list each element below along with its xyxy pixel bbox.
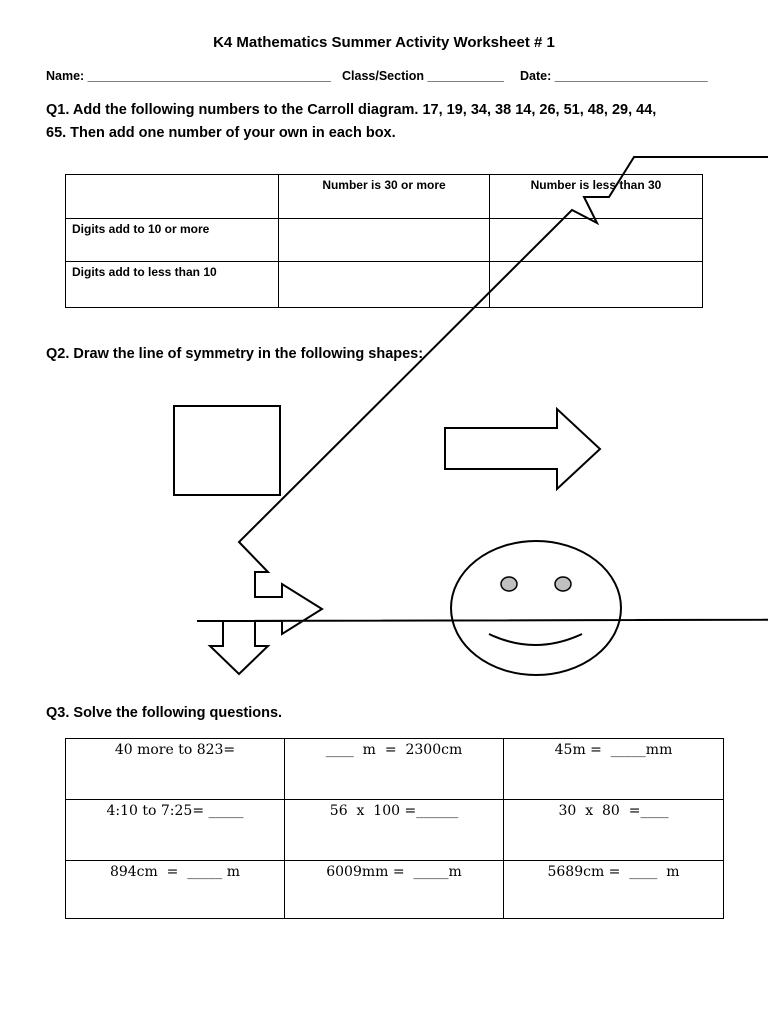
q3-questions-table <box>65 738 724 919</box>
q1-text-line2: 65. Then add one number of your own in each box. <box>46 125 396 141</box>
four-way-arrow-shape <box>197 157 768 674</box>
worksheet-title: K4 Mathematics Summer Activity Worksheet # 1 <box>213 34 555 51</box>
question-cell: 30 x 80 =____ <box>504 800 724 861</box>
carroll-row-header: Digits add to 10 or more <box>66 219 279 262</box>
question-cell: 40 more to 823= <box>66 739 285 800</box>
question-cell: 894cm = _____ m <box>66 861 285 919</box>
smiley-face-shape <box>451 541 621 675</box>
class-section-field: Class/Section ___________ <box>342 69 504 83</box>
q1-text-line1: Q1. Add the following numbers to the Carroll diagram. 17, 19, 34, 38 14, 26, 51, 48, 29, 44, <box>46 102 657 118</box>
question-cell: 5689cm = ____ m <box>504 861 724 919</box>
name-field: Name: ___________________________________ <box>46 69 331 83</box>
arrow-shape <box>445 409 600 489</box>
smile-mouth <box>489 634 582 645</box>
question-cell: 56 x 100 =______ <box>285 800 504 861</box>
date-field: Date: ______________________ <box>520 69 708 83</box>
carroll-col-header: Number is 30 or more <box>279 175 490 219</box>
carroll-col-header: Number is less than 30 <box>490 175 703 219</box>
left-eye <box>501 577 517 591</box>
square-shape <box>174 406 280 495</box>
question-cell: 45m = _____mm <box>504 739 724 800</box>
question-cell: 4:10 to 7:25= _____ <box>66 800 285 861</box>
right-eye <box>555 577 571 591</box>
question-cell: 6009mm = _____m <box>285 861 504 919</box>
q3-text: Q3. Solve the following questions. <box>46 705 283 721</box>
carroll-row-header: Digits add to less than 10 <box>66 262 279 308</box>
q2-text: Q2. Draw the line of symmetry in the following shapes: <box>46 346 424 362</box>
question-cell: ____ m = 2300cm <box>285 739 504 800</box>
